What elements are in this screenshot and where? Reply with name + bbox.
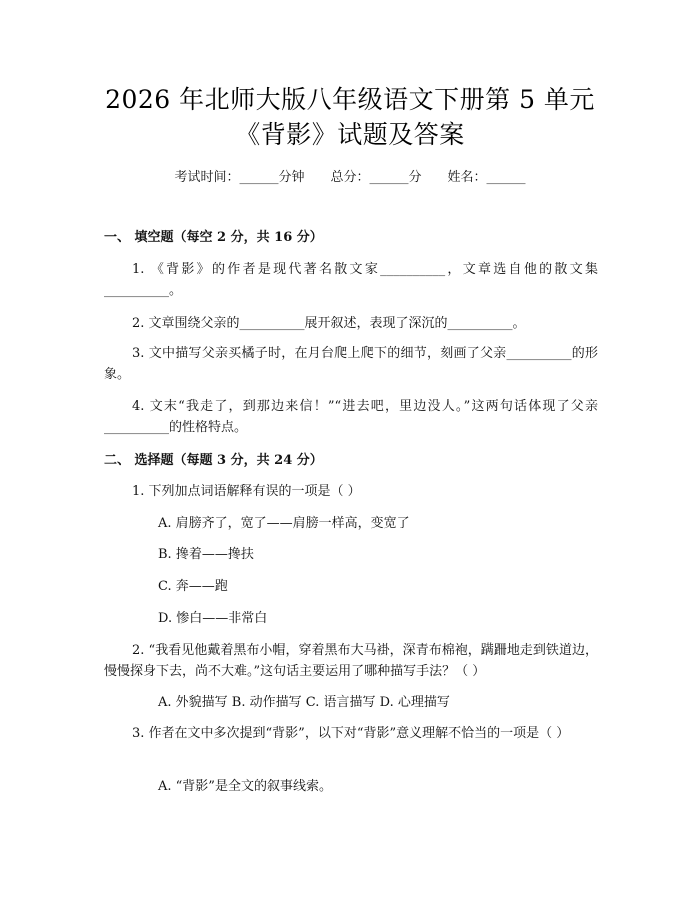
- choice-1-option-d: D. 惨白——非常白: [158, 611, 268, 626]
- choice-2-options: A. 外貌描写 B. 动作描写 C. 语言描写 D. 心理描写: [158, 695, 450, 710]
- exam-info-line: [0, 169, 700, 187]
- fill-question-3: 3. 文中描写父亲买橘子时，在月台爬上爬下的细节，刻画了父亲__________的形象。: [104, 346, 598, 382]
- fill-question-4: 4. 文末“我走了，到那边来信！”“进去吧，里边没人。”这两句话体现了父亲__________的性格特点。: [104, 399, 598, 435]
- choice-1-option-a: A. 肩膀齐了，宽了——肩膀一样高，变宽了: [158, 516, 410, 531]
- doc-title-line-2: 《背影》试题及答案: [235, 120, 465, 149]
- doc-title-line-1: 2026 年北师大版八年级语文下册第 5 单元: [105, 85, 595, 114]
- choice-question-3: 3. 作者在文中多次提到“背影”，以下对“背影”意义理解不恰当的一项是（ ）: [132, 726, 570, 741]
- section-heading-choice: 二、 选择题（每题 3 分，共 24 分）: [104, 453, 323, 468]
- choice-1-option-b: B. 搀着——搀扶: [158, 547, 254, 562]
- fill-question-1: 1. 《背影》的作者是现代著名散文家__________，文章选自他的散文集__________。: [104, 262, 598, 298]
- student-name-field: 姓名：______: [447, 170, 526, 185]
- choice-3-option-a: A. “背影”是全文的叙事线索。: [158, 779, 332, 794]
- choice-1-option-c: C. 奔——跑: [158, 579, 228, 594]
- total-score-field: 总分：______分: [330, 170, 422, 185]
- choice-question-2: 2. “我看见他戴着黑布小帽，穿着黑布大马褂，深青布棉袍，蹒跚地走到铁道边，慢慢探身下去，尚不大难。”这句话主要运用了哪种描写手法？（ ）: [104, 643, 598, 679]
- choice-question-1: 1. 下列加点词语解释有误的一项是（ ）: [132, 484, 361, 499]
- section-heading-fill-in: 一、 填空题（每空 2 分，共 16 分）: [104, 230, 323, 245]
- exam-time-field: 考试时间：______分钟: [174, 170, 305, 185]
- fill-question-2: 2. 文章围绕父亲的__________展开叙述，表现了深沉的__________。: [132, 316, 526, 331]
